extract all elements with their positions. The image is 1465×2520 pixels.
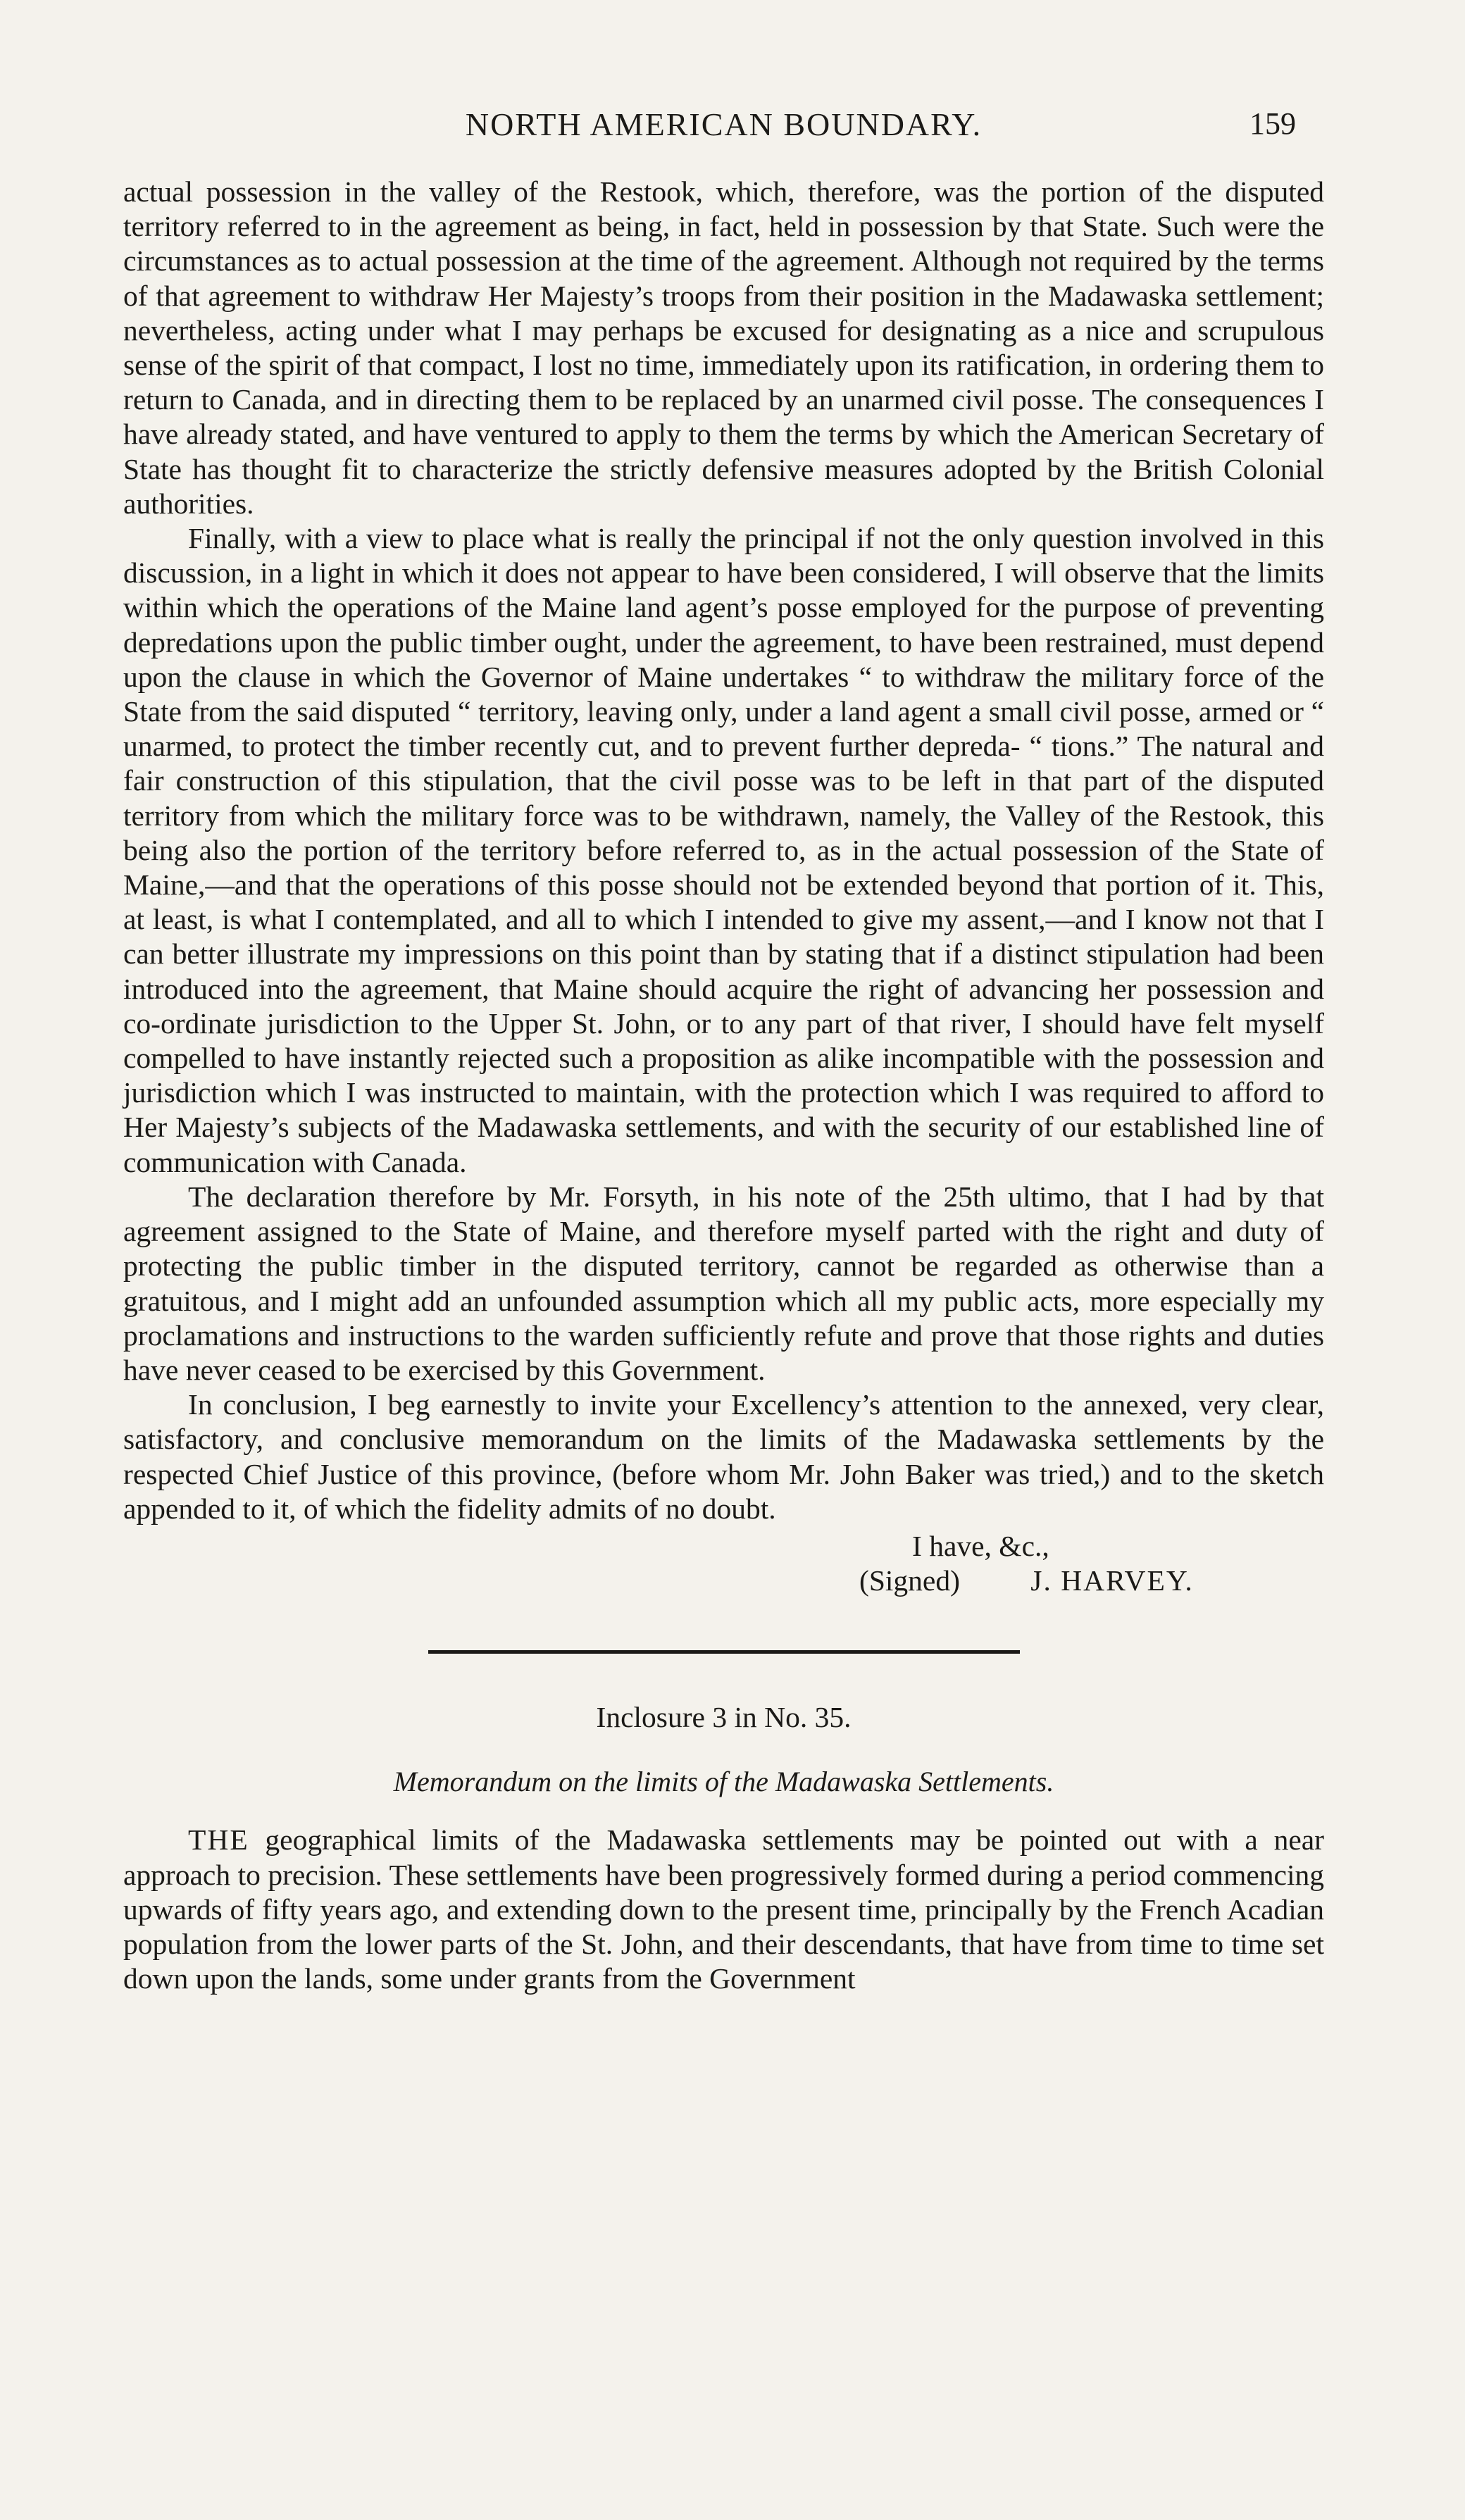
paragraph-1: actual possession in the valley of the Restook, which, therefore, was the portion of the disputed territory referred to in the agreement as being, in fact, held in possession by that State. Such were the circumstances as to actual possession at the time of the agreement. Although not required by the terms of that agreement to withdraw Her Majesty’s troops from their position in the Madawaska settlement; nevertheless, acting under what I may perhaps be excused for designating as a nice and scrupulous sense of the spirit of that compact, I lost no time, immediately upon its ratification, in ordering them to return to Canada, and in directing them to be replaced by an unarmed civil posse. The consequences I have already stated, and have ventured to apply to them the terms by which the American Secretary of State has thought fit to characterize the strictly defensive measures adopted by the British Colonial authorities.	[123, 175, 1324, 520]
page-number: 159	[1249, 106, 1296, 141]
signed-label: (Signed)	[859, 1564, 960, 1597]
memorandum-title: Memorandum on the limits of the Madawaska Settlements.	[393, 1766, 1054, 1798]
letter-body	[123, 175, 1324, 1526]
paragraph-4: In conclusion, I beg earnestly to invite your Excellency’s attention to the annexed, very clear, satisfactory, and conclusive memorandum on the limits of the Madawaska settlements by the respected Chief Justice of this province, (before whom Mr. John Baker was tried,) and to the sketch appended to it, of which the fidelity admits of no doubt.	[123, 1388, 1324, 1525]
memorandum-text: geographical limits of the Madawaska settlements may be pointed out with a near approach to precision. These settlements have been progressively formed during a period commencing upwards of fifty years ago, and extending down to the present time, principally by the French Acadian population from the lower parts of the St. John, and their descendants, that have from time to time set down upon the lands, some under grants from the Government	[123, 1823, 1324, 1995]
memorandum-first-word: THE	[188, 1823, 249, 1857]
running-header	[123, 106, 1324, 155]
paragraph-2: Finally, with a view to place what is really the principal if not the only question involved in this discussion, in a light in which it does not appear to have been considered, I will observe that the limits within which the operations of the Maine land agent’s posse employed for the purpose of preventing depredations upon the public timber ought, under the agreement, to have been restrained, must depend upon the clause in which the Governor of Maine undertakes “ to withdraw the military force of the State from the said disputed “ territory, leaving only, under a land agent a small civil posse, armed or “ unarmed, to protect the timber recently cut, and to prevent further depreda- “ tions.” The natural and fair construction of this stipulation, that the civil posse was to be left in that part of the disputed territory from which the military force was to be withdrawn, namely, the Valley of the Restook, this being also the portion of the territory before referred to, as in the actual possession of the State of Maine,—and that the operations of this posse should not be extended beyond that portion of it. This, at least, is what I contemplated, and all to which I intended to give my assent,—and I know not that I can better illustrate my impressions on this point than by stating that if a distinct stipulation had been introduced into the agreement, that Maine should acquire the right of advancing her possession and co-ordinate jurisdiction to the Upper St. John, or to any part of that river, I should have felt myself compelled to have instantly rejected such a proposition as alike incompatible with the possession and jurisdiction which I was instructed to maintain, with the protection which I was required to afford to Her Majesty’s subjects of the Madawaska settlements, and with the security of our established line of communication with Canada.	[123, 522, 1324, 1178]
letter-closing	[123, 1529, 1324, 1598]
section-divider	[428, 1650, 1020, 1654]
signatory-name: J. HARVEY.	[1030, 1564, 1194, 1597]
enclosure-heading: Inclosure 3 in No. 35.	[596, 1701, 852, 1734]
running-title: NORTH AMERICAN BOUNDARY.	[465, 106, 983, 142]
valediction: I have, &c.,	[912, 1529, 1049, 1562]
paragraph-3: The declaration therefore by Mr. Forsyth, in his note of the 25th ultimo, that I had by that agreement assigned to the State of Maine, and therefore myself parted with the right and duty of protecting the public timber in the disputed territory, cannot be regarded as otherwise than a gratuitous, and I might add an unfounded assumption which all my public acts, more especially my proclamations and instructions to the warden sufficiently refute and prove that those rights and duties have never ceased to be exercised by this Government.	[123, 1180, 1324, 1386]
memorandum-paragraph	[123, 1823, 1324, 1996]
signature-line	[123, 1564, 1324, 1598]
